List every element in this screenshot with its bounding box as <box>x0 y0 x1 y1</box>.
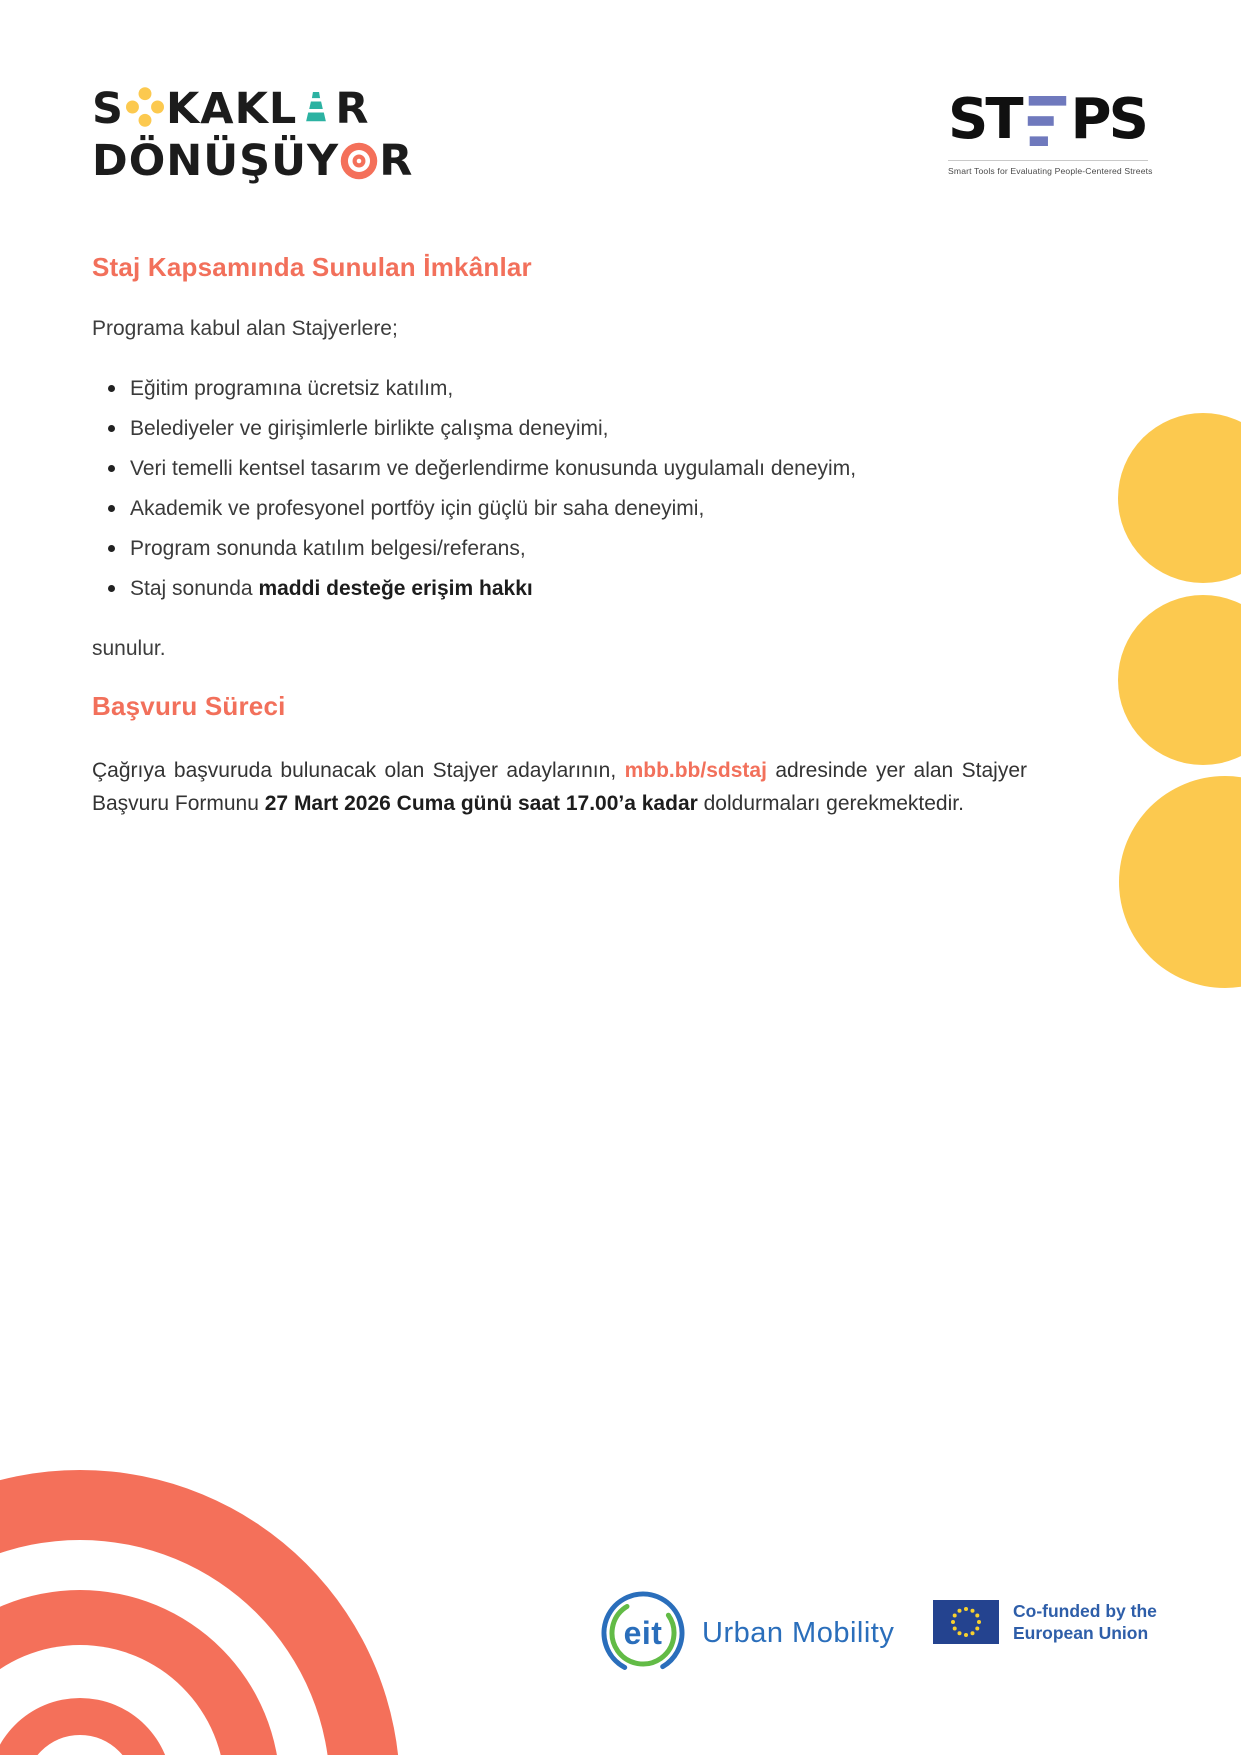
eit-rings-icon <box>598 1588 688 1678</box>
deadline-text: 27 Mart 2026 Cuma günü saat 17.00’a kadar <box>264 792 698 815</box>
brand-line-1 <box>92 83 413 134</box>
brand-letter-s: S <box>92 83 124 134</box>
section-title-opportunities: Staj Kapsamında Sunulan İmkânlar <box>92 252 532 282</box>
brand-letters-kakl: KAKL <box>165 83 298 134</box>
yellow-circle-decoration <box>1118 595 1241 765</box>
list-item <box>92 457 1027 481</box>
steps-e-bars-icon <box>1027 96 1067 146</box>
application-url-link[interactable]: mbb.bb/sdstaj <box>624 759 767 782</box>
steps-letters-ps: PS <box>1070 87 1146 152</box>
paragraph-text: doldurmaları gerekmektedir. <box>697 792 964 815</box>
list-item-text: Belediyeler ve girişimlerle birlikte çalışma deneyimi, <box>130 417 609 440</box>
list-item-text: Staj sonunda <box>130 577 259 600</box>
eu-text-line2: European Union <box>1013 1623 1149 1643</box>
footer <box>0 1580 1241 1680</box>
section-title-application: Başvuru Süreci <box>92 691 286 721</box>
list-item <box>92 537 1027 561</box>
steps-divider <box>948 160 1148 161</box>
brand-letters-donusuy: DÖNÜŞÜY <box>92 135 340 186</box>
paragraph-text: adresinde yer alan Stajyer Başvuru Formunu <box>92 759 1027 815</box>
list-item-text: Eğitim programına ücretsiz katılım, <box>130 377 454 400</box>
eit-label: Urban Mobility <box>702 1616 895 1649</box>
target-o-icon <box>340 142 378 180</box>
yellow-dots-icon <box>126 86 164 128</box>
eu-flag <box>933 1600 999 1644</box>
list-item-text: Akademik ve profesyonel portföy için güçlü bir saha deneyimi, <box>130 497 705 520</box>
list-item <box>92 577 1027 601</box>
benefits-list <box>92 377 1027 601</box>
brand-line-2 <box>92 136 413 186</box>
list-item <box>92 497 1027 521</box>
list-item-text: Program sonunda katılım belgesi/referans, <box>130 537 526 560</box>
eu-cofunded-text <box>1013 1600 1157 1644</box>
steps-letters-st: ST <box>948 87 1021 152</box>
traffic-cone-icon <box>299 87 333 127</box>
yellow-circle-decoration <box>1118 413 1241 583</box>
brand-letter-r: R <box>335 83 370 134</box>
eit-text: eit <box>623 1614 663 1651</box>
application-paragraph <box>92 754 1027 820</box>
brand-letter-r2: R <box>379 135 414 186</box>
list-item-text: Veri temelli kentsel tasarım ve değerlendirme konusunda uygulamalı deneyim, <box>130 457 857 480</box>
main-content <box>92 252 1027 820</box>
intro-text: Programa kabul alan Stajyerlere; <box>92 317 398 340</box>
eu-cofunded-logo <box>933 1600 1157 1644</box>
paragraph-text: Çağrıya başvuruda bulunacak olan Stajyer adaylarının, <box>92 759 625 782</box>
yellow-circle-decoration <box>1119 776 1241 988</box>
eu-text-line1: Co-funded by the <box>1013 1601 1157 1621</box>
list-item <box>92 417 1027 441</box>
eit-urban-mobility-logo <box>598 1588 894 1678</box>
list-item <box>92 377 1027 401</box>
outro-text: sunulur. <box>92 637 166 660</box>
sokaklar-donusuyor-logo <box>92 83 414 186</box>
list-item-bold-text: maddi desteğe erişim hakkı <box>258 577 533 600</box>
steps-tagline: Smart Tools for Evaluating People-Centered Streets <box>948 166 1153 176</box>
steps-wordmark <box>948 87 1148 152</box>
steps-logo <box>948 87 1153 176</box>
